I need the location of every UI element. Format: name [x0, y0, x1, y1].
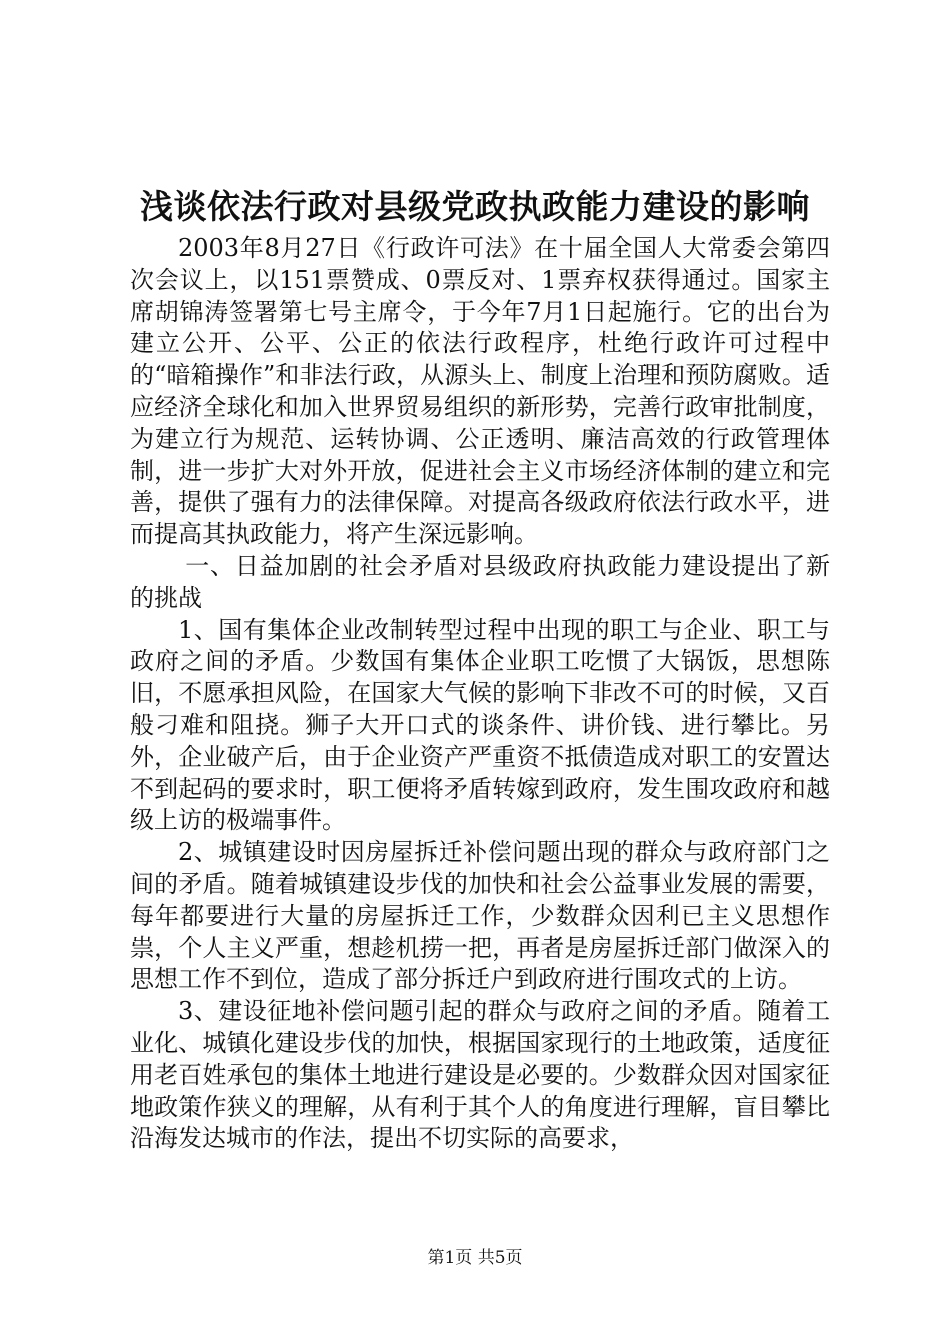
paragraph-item-3: 3、建设征地补偿问题引起的群众与政府之间的矛盾。随着工业化、城镇化建设步伐的加快，根据国家现行的土地政策，适度征用老百姓承包的集体土地进行建设是必要的。少数群众因对国家征地政策作狭义的理解，从有利于其个人的角度进行理解，盲目攀比沿海发达城市的作法，提出不切实际的高要求，: [130, 997, 830, 1153]
paragraph-item-2: 2、城镇建设时因房屋拆迁补偿问题出现的群众与政府部门之间的矛盾。随着城镇建设步伐的加快和社会公益事业发展的需要，每年都要进行大量的房屋拆迁工作，少数群众因利已主义思想作祟，个人主义严重，想趁机捞一把，再者是房屋拆迁部门做深入的思想工作不到位，造成了部分拆迁户到政府进行围攻式的上访。: [130, 838, 830, 994]
document-title: 浅谈依法行政对县级党政执政能力建设的影响: [140, 187, 810, 226]
paragraph-intro: 2003年8月27日《行政许可法》在十届全国人大常委会第四次会议上，以151票赞成、0票反对、1票弃权获得通过。国家主席胡锦涛签署第七号主席令，于今年7月1日起施行。它的出台为建立公开、公平、公正的依法行政程序，杜绝行政许可过程中的“暗箱操作”和非法行政，从源头上、制度上治理和预防腐败。适应经济全球化和加入世界贸易组织的新形势，完善行政审批制度，为建立行为规范、运转协调、公正透明、廉洁高效的行政管理体制，进一步扩大对外开放，促进社会主义市场经济体制的建立和完善，提供了强有力的法律保障。对提高各级政府依法行政水平，进而提高其执政能力，将产生深远影响。: [130, 234, 830, 549]
section-heading-1: 一、日益加剧的社会矛盾对县级政府执政能力建设提出了新的挑战: [130, 551, 830, 612]
document-body: [130, 233, 830, 1155]
paragraph-item-1: 1、国有集体企业改制转型过程中出现的职工与企业、职工与政府之间的矛盾。少数国有集体企业职工吃惯了大锅饭，思想陈旧，不愿承担风险，在国家大气候的影响下非改不可的时候，又百般刁难和阻挠。狮子大开口式的谈条件、讲价钱、进行攀比。另外，企业破产后，由于企业资产严重资不抵债造成对职工的安置达不到起码的要求时，职工便将矛盾转嫁到政府，发生围攻政府和越级上访的极端事件。: [130, 615, 830, 835]
page-number-footer: 第1页 共5页: [427, 1248, 523, 1268]
